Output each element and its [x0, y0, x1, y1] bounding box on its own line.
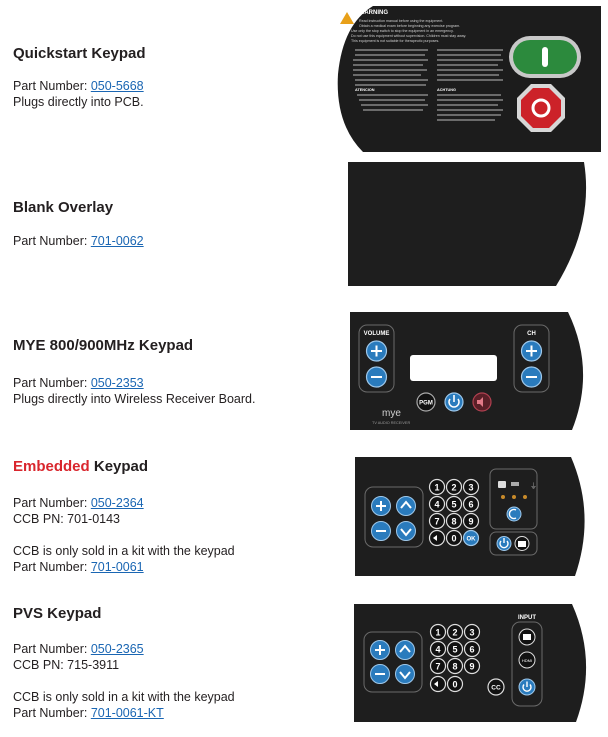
key-5[interactable] — [447, 497, 462, 512]
es-heading: ATENCION — [355, 88, 375, 92]
product-title: PVS Keypad — [13, 605, 102, 622]
part-number-line — [13, 78, 333, 94]
usb-icon: ⏚ — [530, 483, 537, 490]
kit-part-number-link[interactable]: 701-0061-KT — [90, 706, 164, 720]
ok-button[interactable] — [464, 531, 479, 546]
ccb-part-number: CCB PN: 715-3911 — [13, 658, 120, 672]
part-number-line — [13, 641, 333, 657]
key-1[interactable] — [430, 480, 445, 495]
kit-part-number-line — [13, 559, 333, 575]
svg-text:2: 2 — [451, 482, 457, 493]
svg-text:6: 6 — [468, 499, 474, 510]
hdmi-icon — [511, 482, 519, 486]
part-number-link[interactable]: 701-0062 — [90, 234, 144, 248]
part-number-line — [13, 375, 333, 391]
key-7[interactable] — [430, 514, 445, 529]
start-button[interactable] — [509, 36, 581, 78]
warning-icon — [340, 12, 354, 24]
svg-text:1: 1 — [435, 627, 441, 638]
key-6[interactable] — [465, 642, 480, 657]
svg-text:4: 4 — [435, 644, 441, 655]
display-window — [410, 355, 497, 381]
product-note: Plugs directly into Wireless Receiver Board. — [13, 392, 256, 406]
part-label: Part Number: — [13, 706, 91, 720]
embedded-keypad-image — [353, 455, 596, 578]
part-number-link[interactable]: 050-5668 — [90, 79, 144, 93]
mye-keypad-image — [346, 310, 596, 432]
tv-button[interactable] — [515, 537, 529, 551]
svg-text:3: 3 — [469, 627, 475, 638]
part-label: Part Number: — [13, 79, 91, 93]
part-label: Part Number: — [13, 234, 91, 248]
svg-text:8: 8 — [451, 516, 457, 527]
volume-label: VOLUME — [363, 331, 390, 337]
warning-heading: WARNING — [359, 10, 388, 16]
product-title: Quickstart Keypad — [13, 45, 146, 62]
power-button[interactable] — [445, 393, 463, 411]
svg-text:0: 0 — [451, 533, 457, 544]
key-3[interactable] — [465, 625, 480, 640]
key-back[interactable] — [431, 677, 446, 692]
part-number-line — [13, 233, 333, 249]
key-4[interactable] — [431, 642, 446, 657]
stop-button[interactable] — [517, 84, 565, 132]
pgm-label: PGM — [419, 400, 433, 407]
title-highlight: Embedded — [13, 458, 90, 475]
warning-line: Use only the stop switch to stop the equipment in an emergency. — [351, 29, 454, 33]
part-label: Part Number: — [13, 496, 91, 510]
vol-down-button[interactable] — [372, 522, 391, 541]
svg-text:9: 9 — [468, 516, 474, 527]
vol-down-button[interactable] — [371, 665, 390, 684]
part-number-link[interactable]: 050-2353 — [90, 376, 144, 390]
product-title: Blank Overlay — [13, 199, 114, 216]
svg-text:OK: OK — [466, 536, 476, 543]
blank-overlay-image — [346, 160, 594, 288]
power-button[interactable] — [497, 537, 511, 551]
brand-subtitle: TV AUDIO RECEIVER — [372, 421, 411, 425]
de-heading: ACHTUNG — [437, 88, 456, 92]
svg-text:6: 6 — [469, 644, 475, 655]
brand-logo: mye — [382, 408, 401, 419]
tv-icon — [498, 481, 506, 488]
source-button[interactable] — [507, 507, 521, 521]
vol-up-button[interactable] — [372, 497, 391, 516]
product-embedded-keypad — [13, 458, 333, 575]
kit-part-number-link[interactable]: 701-0061 — [90, 560, 144, 574]
svg-text:3: 3 — [468, 482, 474, 493]
key-6[interactable] — [464, 497, 479, 512]
pvs-keypad-image — [352, 602, 598, 724]
part-number-link[interactable]: 050-2364 — [90, 496, 144, 510]
volume-down-button[interactable] — [367, 367, 387, 387]
part-label: Part Number: — [13, 642, 91, 656]
key-0[interactable] — [447, 531, 462, 546]
warning-line: Obtain a medical exam before beginning any exercise program. — [359, 24, 461, 28]
svg-text:CC: CC — [491, 684, 501, 692]
key-8[interactable] — [447, 514, 462, 529]
quickstart-keypad-image — [333, 4, 603, 154]
channel-down-button[interactable] — [522, 367, 542, 387]
input-label: INPUT — [518, 615, 536, 621]
key-back[interactable] — [430, 531, 445, 546]
key-5[interactable] — [448, 642, 463, 657]
volume-up-button[interactable] — [367, 341, 387, 361]
product-note: Plugs directly into PCB. — [13, 95, 144, 109]
product-pvs-keypad — [13, 605, 333, 721]
svg-text:8: 8 — [452, 661, 458, 672]
svg-text:7: 7 — [435, 661, 441, 672]
vol-up-button[interactable] — [371, 641, 390, 660]
svg-text:5: 5 — [452, 644, 458, 655]
key-9[interactable] — [464, 514, 479, 529]
warning-line: Do not use this equipment without supervision. Children must stay away. — [351, 34, 467, 38]
product-blank-overlay — [13, 199, 333, 249]
part-number-line — [13, 495, 333, 511]
title-rest: Keypad — [89, 458, 149, 475]
tv-input-button[interactable] — [519, 629, 535, 645]
ch-up-button[interactable] — [396, 641, 415, 660]
channel-up-button[interactable] — [522, 341, 542, 361]
cc-button[interactable] — [488, 679, 504, 695]
ch-down-button[interactable] — [397, 522, 416, 541]
product-quickstart — [13, 45, 333, 110]
svg-text:0: 0 — [452, 679, 458, 690]
key-4[interactable] — [430, 497, 445, 512]
channel-label: CH — [527, 331, 536, 337]
key-2[interactable] — [447, 480, 462, 495]
key-2[interactable] — [448, 625, 463, 640]
product-title — [13, 458, 333, 476]
key-7[interactable] — [431, 659, 446, 674]
hdmi-label: HDMI — [521, 658, 533, 663]
kit-part-number-line — [13, 705, 333, 721]
part-number-link[interactable]: 050-2365 — [90, 642, 144, 656]
warning-line: Read instruction manual before using the equipment. — [359, 19, 444, 23]
svg-text:5: 5 — [451, 499, 457, 510]
part-label: Part Number: — [13, 376, 91, 390]
key-3[interactable] — [464, 480, 479, 495]
kit-note: CCB is only sold in a kit with the keypad — [13, 544, 235, 558]
ch-down-button[interactable] — [396, 665, 415, 684]
key-9[interactable] — [465, 659, 480, 674]
svg-text:2: 2 — [452, 627, 458, 638]
ch-up-button[interactable] — [397, 497, 416, 516]
product-title: MYE 800/900MHz Keypad — [13, 337, 194, 354]
svg-text:1: 1 — [434, 482, 440, 493]
key-0[interactable] — [448, 677, 463, 692]
svg-text:7: 7 — [434, 516, 440, 527]
kit-note: CCB is only sold in a kit with the keypad — [13, 690, 235, 704]
mute-button[interactable] — [473, 393, 491, 411]
ccb-part-number: CCB PN: 701-0143 — [13, 512, 121, 526]
hdmi-input-button[interactable] — [519, 652, 535, 668]
product-mye-keypad — [13, 337, 333, 407]
pgm-button[interactable] — [417, 393, 435, 411]
svg-text:4: 4 — [434, 499, 440, 510]
svg-text:9: 9 — [469, 661, 475, 672]
key-8[interactable] — [448, 659, 463, 674]
warning-line: This equipment is not suitable for therapeutic purposes. — [351, 39, 440, 43]
part-label: Part Number: — [13, 560, 91, 574]
key-1[interactable] — [431, 625, 446, 640]
power-button[interactable] — [519, 679, 535, 695]
